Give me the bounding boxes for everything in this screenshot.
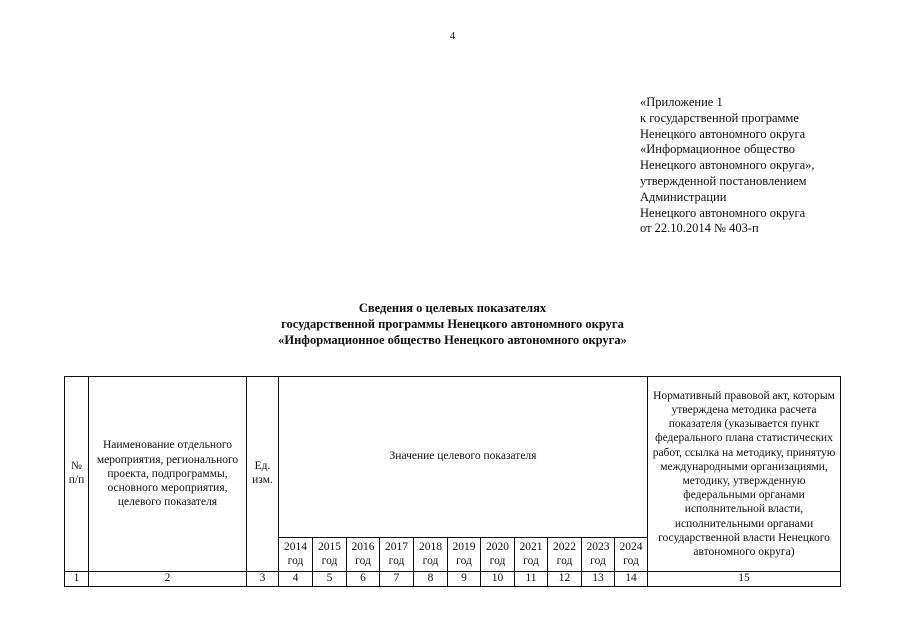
year-header: 2016 год <box>347 538 380 572</box>
year-header: 2015 год <box>313 538 347 572</box>
indicators-table <box>64 376 841 587</box>
title-line: Сведения о целевых показателях <box>358 301 547 315</box>
column-number: 8 <box>414 572 448 587</box>
column-number: 12 <box>548 572 582 587</box>
appendix-line: утвержденной постановлением <box>640 173 807 188</box>
column-number: 13 <box>582 572 615 587</box>
header-value: Значение целевого показателя <box>279 377 648 538</box>
header-row <box>65 377 841 538</box>
header-normative: Нормативный правовой акт, которым утверждена методика расчета показателя (указывается пункт федерального плана статистических работ, ссылка на методику, принятую международными организациями, методику, утвержденную федеральными органами исполнительной власти, исполнительными органами государственной власти Ненецкого автономного округа) <box>648 377 841 572</box>
appendix-line: Ненецкого автономного округа», <box>640 158 815 173</box>
year-header: 2021 год <box>515 538 548 572</box>
column-number: 9 <box>448 572 481 587</box>
column-number: 10 <box>481 572 515 587</box>
appendix-line: Администрации <box>640 189 727 204</box>
header-no: № п/п <box>65 377 89 572</box>
column-number: 6 <box>347 572 380 587</box>
column-number: 2 <box>89 572 247 587</box>
column-number: 4 <box>279 572 313 587</box>
year-header: 2022 год <box>548 538 582 572</box>
appendix-line: «Информационное общество <box>640 142 796 157</box>
appendix-line: Ненецкого автономного округа <box>640 126 806 141</box>
appendix-line: Ненецкого автономного округа <box>640 205 806 220</box>
header-unit: Ед. изм. <box>247 377 279 572</box>
column-number: 5 <box>313 572 347 587</box>
year-header: 2023 год <box>582 538 615 572</box>
header-name: Наименование отдельного мероприятия, регионального проекта, подпрограммы, основного мероприятия, целевого показателя <box>89 377 247 572</box>
year-header: 2020 год <box>481 538 515 572</box>
column-number: 1 <box>65 572 89 587</box>
column-number: 14 <box>615 572 648 587</box>
column-number: 3 <box>247 572 279 587</box>
year-header: 2014 год <box>279 538 313 572</box>
column-number: 11 <box>515 572 548 587</box>
column-number: 7 <box>380 572 414 587</box>
appendix-line: «Приложение 1 <box>640 95 723 109</box>
page-number: 4 <box>449 30 456 42</box>
title-line: государственной программы Ненецкого автономного округа <box>281 317 624 331</box>
appendix-note <box>640 95 890 237</box>
year-header: 2017 год <box>380 538 414 572</box>
year-header: 2024 год <box>615 538 648 572</box>
column-number: 15 <box>648 572 841 587</box>
title-line: «Информационное общество Ненецкого автономного округа» <box>278 333 627 347</box>
appendix-line: от 22.10.2014 № 403-п <box>640 221 759 236</box>
year-header: 2018 год <box>414 538 448 572</box>
document-title <box>0 300 905 348</box>
appendix-line: к государственной программе <box>640 110 799 125</box>
year-header: 2019 год <box>448 538 481 572</box>
column-numbers-row <box>65 572 841 587</box>
